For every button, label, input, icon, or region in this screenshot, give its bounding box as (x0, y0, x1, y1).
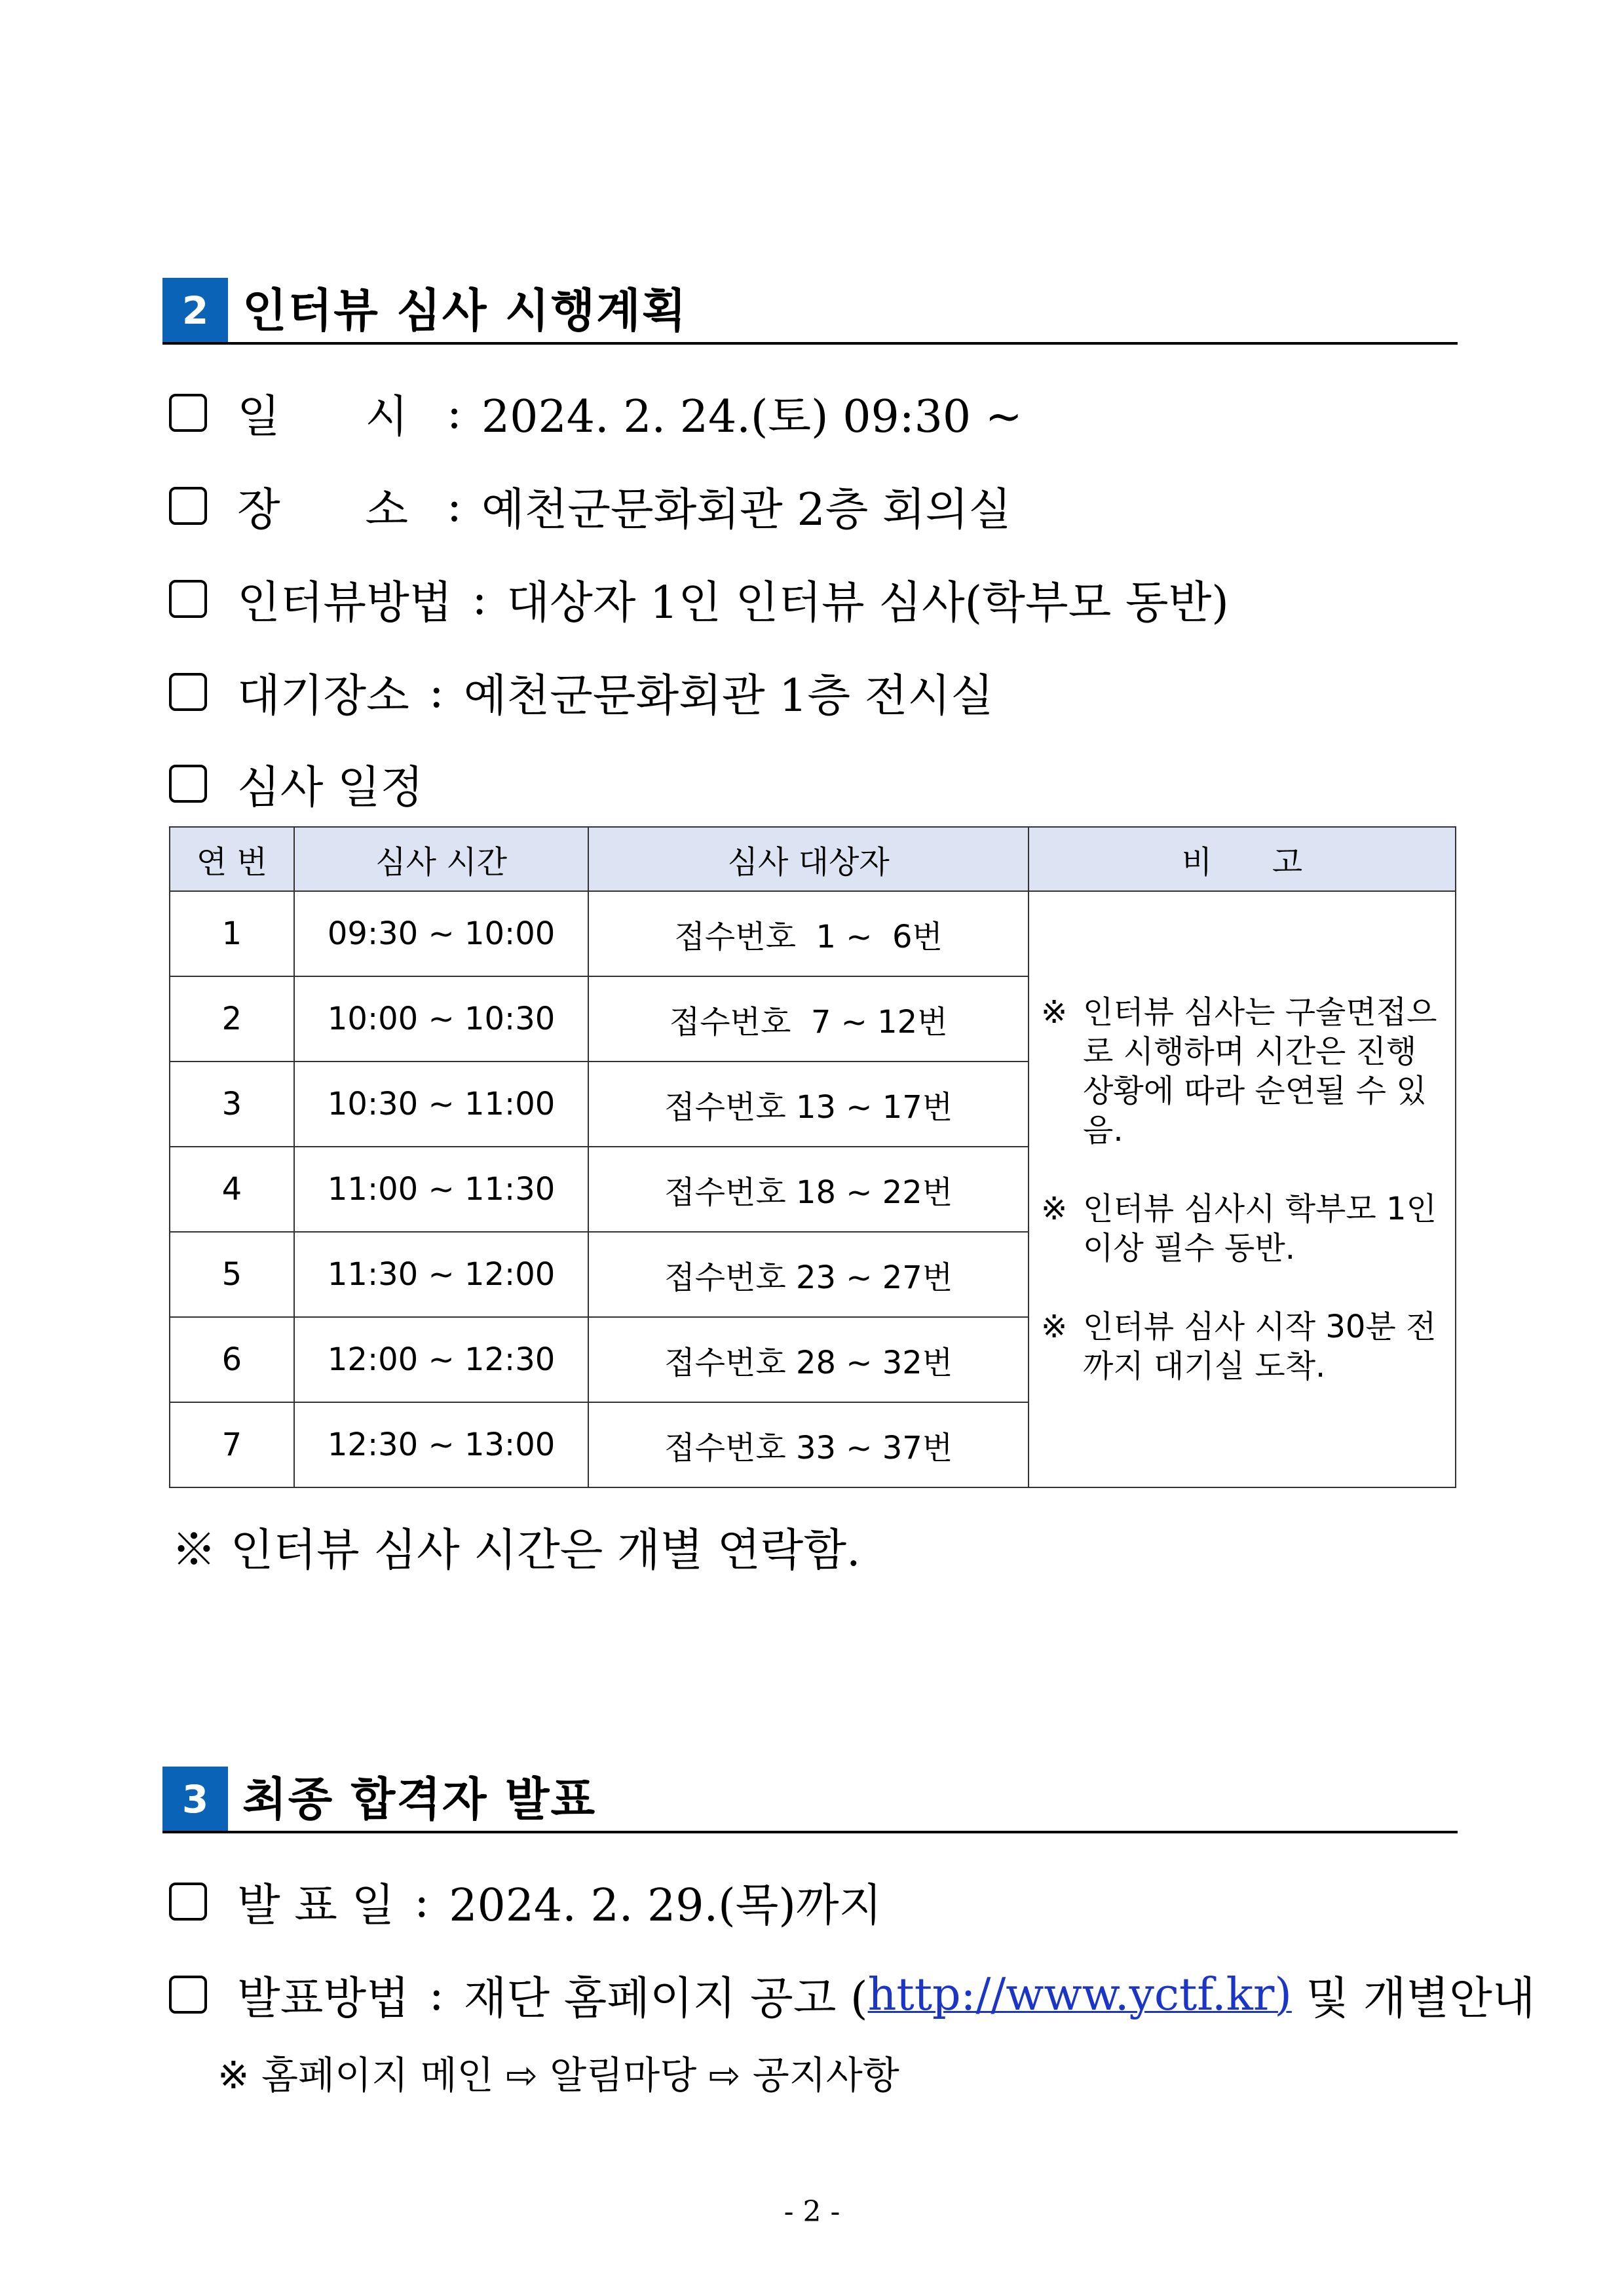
item-value: 2024. 2. 24.(토) 09:30 ~ (481, 391, 1023, 443)
item-value: 예천군문화회관 1층 전시실 (463, 670, 994, 722)
reference-mark: ※ (1040, 1191, 1068, 1227)
item-value-suffix: 및 개별안내 (1291, 1972, 1536, 2025)
checkbox-bullet (169, 1976, 207, 2014)
schedule-table (169, 826, 1456, 1488)
item-label: 심사 일정 (237, 761, 424, 814)
remark-note (1041, 1307, 1443, 1386)
remark-text: 인터뷰 심사시 학부모 1인 이상 필수 동반. (1082, 1191, 1437, 1267)
waiting-place-line (169, 659, 994, 725)
column-header-remarks: 비 고 (1029, 827, 1456, 891)
column-header-time: 심사 시간 (294, 827, 589, 891)
interview-method-line (169, 566, 1229, 632)
cell-no: 2 (170, 976, 294, 1062)
cell-no: 5 (170, 1232, 294, 1317)
cell-time: 11:00 ~ 11:30 (294, 1147, 589, 1232)
cell-no: 6 (170, 1317, 294, 1402)
checkbox-bullet (169, 487, 207, 525)
checkbox-bullet (169, 580, 207, 618)
cell-target: 접수번호 7 ~ 12번 (588, 976, 1029, 1062)
section-number-badge: 3 (162, 1767, 228, 1832)
checkbox-bullet (169, 673, 207, 711)
cell-target: 접수번호 33 ~ 37번 (588, 1402, 1029, 1487)
section-title: 인터뷰 심사 시행계획 (242, 284, 688, 337)
colon: : (472, 573, 487, 625)
cell-time: 10:00 ~ 10:30 (294, 976, 589, 1062)
venue-line (169, 473, 1011, 539)
cell-time: 12:30 ~ 13:00 (294, 1402, 589, 1487)
cell-no: 4 (170, 1147, 294, 1232)
item-label: 발표방법 (237, 1972, 409, 2025)
cell-target: 접수번호 18 ~ 22번 (588, 1147, 1029, 1232)
cell-time: 09:30 ~ 10:00 (294, 891, 589, 976)
item-value: 2024. 2. 29.(목)까지 (449, 1879, 882, 1932)
cell-no: 7 (170, 1402, 294, 1487)
item-label: 발 표 일 (237, 1879, 395, 1932)
cell-target: 접수번호 23 ~ 27번 (588, 1232, 1029, 1317)
announcement-method-line (169, 1962, 1536, 2027)
announcement-date-line (169, 1869, 882, 1934)
checkbox-bullet (169, 765, 207, 803)
section-divider (162, 342, 1458, 345)
section-title: 최종 합격자 발표 (242, 1772, 597, 1826)
reference-mark: ※ (1040, 994, 1068, 1031)
interview-time-footnote: ※ 인터뷰 심사 시간은 개별 연락함. (172, 1525, 861, 1577)
cell-time: 10:30 ~ 11:00 (294, 1062, 589, 1147)
schedule-date-line (169, 380, 1023, 446)
cell-no: 1 (170, 891, 294, 976)
section-number-badge: 2 (162, 278, 228, 343)
remark-note (1041, 1189, 1443, 1268)
item-value: 예천군문화회관 2층 회의실 (481, 484, 1011, 536)
remark-note (1041, 993, 1443, 1150)
table-header-row (170, 827, 1456, 891)
item-label: 일 시 (237, 391, 409, 443)
remarks-cell (1029, 891, 1456, 1487)
reference-mark: ※ (1040, 1309, 1068, 1345)
colon: : (447, 480, 462, 532)
colon: : (414, 1875, 430, 1928)
cell-no: 3 (170, 1062, 294, 1147)
cell-target: 접수번호 1 ~ 6번 (588, 891, 1029, 976)
item-label: 장 소 (237, 484, 409, 536)
checkbox-bullet (169, 394, 207, 432)
schedule-heading-line (169, 751, 423, 816)
remark-text: 인터뷰 심사는 구술면접으로 시행하며 시간은 진행 상황에 따라 순연될 수 있음. (1082, 994, 1437, 1149)
item-label: 인터뷰방법 (237, 577, 453, 629)
colon: : (428, 1968, 444, 2021)
item-label: 대기장소 (237, 670, 409, 722)
cell-time: 12:00 ~ 12:30 (294, 1317, 589, 1402)
colon: : (447, 387, 462, 439)
remark-text: 인터뷰 심사 시작 30분 전까지 대기실 도착. (1082, 1309, 1437, 1385)
item-value: 재단 홈페이지 공고 ( (463, 1972, 868, 2025)
homepage-path-note: ※ 홈페이지 메인 ⇨ 알림마당 ⇨ 공지사항 (217, 2053, 899, 2097)
cell-target: 접수번호 28 ~ 32번 (588, 1317, 1029, 1402)
cell-target: 접수번호 13 ~ 17번 (588, 1062, 1029, 1147)
page-number: - 2 - (784, 2195, 840, 2229)
table-row (170, 891, 1456, 976)
homepage-link[interactable]: http://www.yctf.kr) (867, 1968, 1292, 2021)
checkbox-bullet (169, 1883, 207, 1921)
section-divider (162, 1831, 1458, 1833)
item-value: 대상자 1인 인터뷰 심사(학부모 동반) (506, 577, 1229, 629)
cell-time: 11:30 ~ 12:00 (294, 1232, 589, 1317)
column-header-target: 심사 대상자 (588, 827, 1029, 891)
colon: : (428, 666, 444, 718)
column-header-no: 연 번 (170, 827, 294, 891)
